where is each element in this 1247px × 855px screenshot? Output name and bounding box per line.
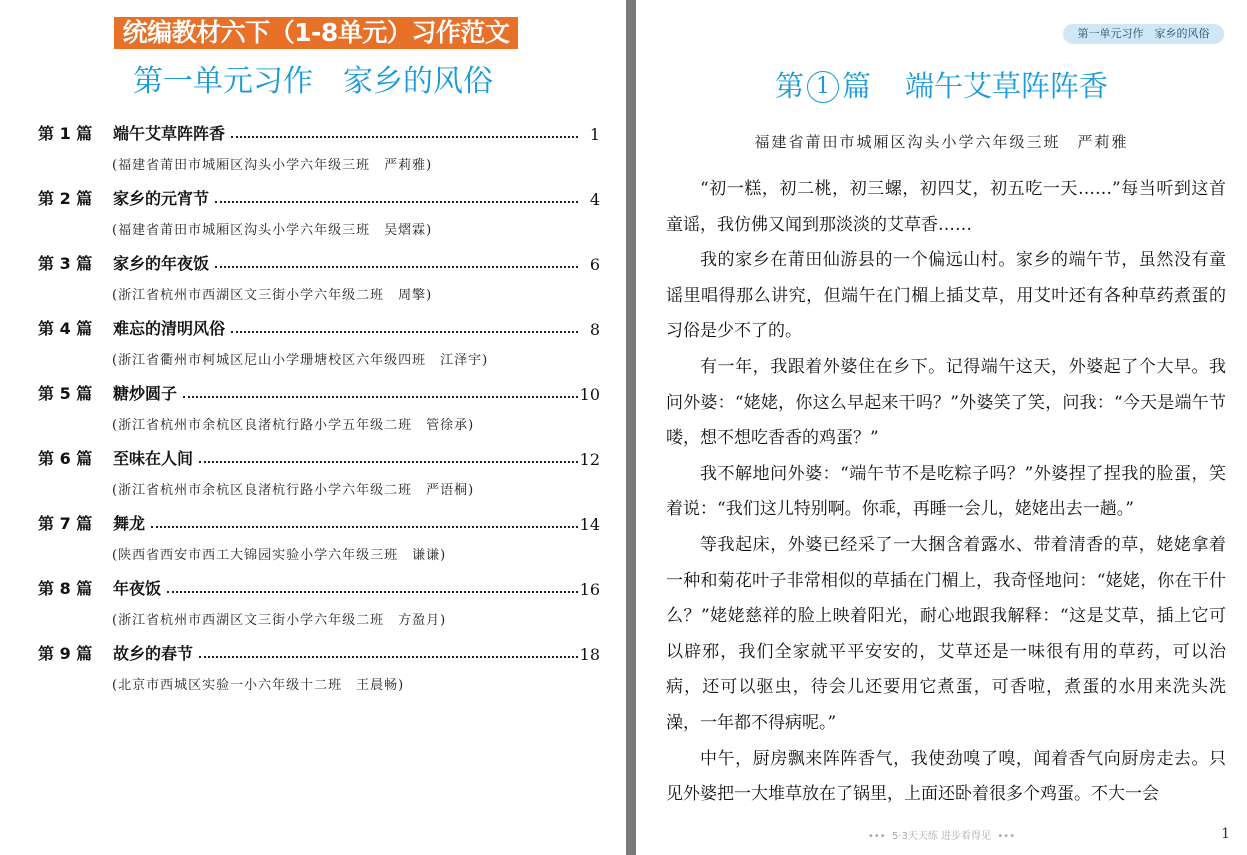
toc-entry-number: 第 6 篇 [38, 449, 93, 468]
toc-entry-number: 第 4 篇 [38, 319, 93, 338]
article-paragraph: 我的家乡在莆田仙游县的一个偏远山村。家乡的端午节，虽然没有童谣里唱得那么讲究，但端午在门楣上插艾草，用艾叶还有各种草药煮蛋的习俗是少不了的。 [666, 250, 1226, 342]
toc-entry-title: 端午艾草阵阵香 [113, 124, 226, 143]
toc-leader-dots [215, 201, 578, 203]
toc-leader-dots [199, 656, 578, 658]
toc-item [38, 571, 600, 636]
toc-entry-line [38, 575, 600, 599]
toc-entry-page: 6 [589, 255, 600, 274]
toc-item [38, 116, 600, 181]
toc-entry-author: (福建省莆田市城厢区沟头小学六年级三班 吴熠霖) [112, 223, 433, 238]
toc-entry-page: 8 [589, 320, 600, 339]
toc-entry-author: (北京市西城区实验一小六年级十二班 王晨畅) [112, 678, 405, 693]
toc-entry-line [38, 120, 600, 144]
toc-item [38, 441, 600, 506]
toc-entry-number: 第 3 篇 [38, 254, 93, 273]
toc-entry-line [38, 510, 600, 534]
page-footer: ••• 5·3天天练 进步看得见 ••• [867, 831, 1016, 842]
toc-entry-number: 第 1 篇 [38, 124, 93, 143]
article-paragraph: “初一糕，初二桃，初三螺，初四艾，初五吃一天……”每当听到这首童谣，我仿佛又闻到那淡淡的艾草香…… [666, 179, 1226, 235]
toc-entry-title: 舞龙 [113, 514, 146, 533]
article-body [666, 172, 1226, 813]
title-text: 端午艾草阵阵香 [905, 69, 1109, 103]
toc-entry-author: (浙江省杭州市余杭区良渚杭行路小学六年级二班 严语桐) [112, 483, 475, 498]
toc-leader-dots [183, 396, 578, 398]
toc-entry-number: 第 9 篇 [38, 644, 93, 663]
book-banner: 统编教材六下（1-8单元）习作范文 [114, 17, 518, 49]
article-title [636, 64, 1247, 108]
toc-entry-title: 家乡的年夜饭 [113, 254, 210, 273]
toc-entry-author: (福建省莆田市城厢区沟头小学六年级三班 严莉雅) [112, 158, 433, 173]
article-paragraph: 等我起床，外婆已经采了一大捆含着露水、带着清香的草，姥姥拿着一种和菊花叶子非常相似的草插在门楣上，我奇怪地问：“姥姥，你在干什么？”姥姥慈祥的脸上映着阳光，耐心地跟我解释：“这是艾草，插上它可以辟邪，我们全家就平平安安的，艾草还是一味很有用的草药，可以治病，还可以驱虫，待会儿还要用它煮蛋，可香啦，煮蛋的水用来洗头洗澡，一年都不得病呢。” [666, 534, 1226, 733]
toc-entry-author: (浙江省衢州市柯城区尼山小学珊塘校区六年级四班 江泽宇) [112, 353, 489, 368]
toc-leader-dots [231, 331, 578, 333]
toc-leader-dots [215, 266, 578, 268]
title-suffix: 篇 [841, 69, 871, 103]
toc-entry-title: 糖炒圆子 [113, 384, 178, 403]
toc-entry-title: 难忘的清明风俗 [113, 319, 226, 338]
toc-entry-number: 第 8 篇 [38, 579, 93, 598]
right-page [636, 0, 1247, 855]
toc-entry-number: 第 2 篇 [38, 189, 93, 208]
toc-entry-page: 10 [579, 385, 600, 404]
toc-entry-page: 1 [589, 125, 600, 144]
toc-entry-line [38, 250, 600, 274]
toc-item [38, 636, 600, 701]
toc-entry-number: 第 5 篇 [38, 384, 93, 403]
toc-leader-dots [231, 136, 578, 138]
toc-entry-author: (浙江省杭州市西湖区文三街小学六年级二班 周擎) [112, 288, 433, 303]
section-tag: 第一单元习作 家乡的风俗 [1063, 24, 1224, 44]
toc-item [38, 246, 600, 311]
toc-entry-title: 家乡的元宵节 [113, 189, 210, 208]
toc-entry-line [38, 445, 600, 469]
toc-item [38, 376, 600, 441]
toc-entry-page: 16 [579, 580, 600, 599]
toc-entry-author: (浙江省杭州市余杭区良渚杭行路小学五年级二班 管徐承) [112, 418, 475, 433]
article-author: 福建省莆田市城厢区沟头小学六年级三班 严莉雅 [754, 133, 1129, 151]
toc-entry-line [38, 185, 600, 209]
toc-leader-dots [151, 526, 578, 528]
article-paragraph: 有一年，我跟着外婆住在乡下。记得端午这天，外婆起了个大早。我问外婆：“姥姥，你这么早起来干吗？”外婆笑了笑，问我：“今天是端午节喽，想不想吃香香的鸡蛋？” [666, 356, 1226, 449]
toc-entry-title: 故乡的春节 [113, 644, 194, 663]
toc-entry-page: 14 [579, 515, 600, 534]
toc-entry-line [38, 640, 600, 664]
toc-leader-dots [199, 461, 578, 463]
toc-entry-title: 至味在人间 [113, 449, 194, 468]
toc-item [38, 311, 600, 376]
article-number-circle: 1 [807, 71, 839, 103]
title-prefix: 第 [774, 69, 804, 103]
toc-entry-line [38, 315, 600, 339]
toc-entry-title: 年夜饭 [113, 579, 162, 598]
unit-title: 第一单元习作 家乡的风俗 [133, 64, 493, 99]
toc-leader-dots [167, 591, 578, 593]
toc-entry-page: 4 [589, 190, 600, 209]
article-paragraph: 中午，厨房飘来阵阵香气，我使劲嗅了嗅，闻着香气向厨房走去。只见外婆把一大堆草放在了锅里，上面还卧着很多个鸡蛋。不大一会 [666, 748, 1226, 805]
toc-item [38, 181, 600, 246]
page-number: 1 [1221, 826, 1230, 842]
table-of-contents [38, 116, 600, 701]
toc-entry-number: 第 7 篇 [38, 514, 93, 533]
article-paragraph: 我不解地问外婆：“端午节不是吃粽子吗？”外婆捏了捏我的脸蛋，笑着说：“我们这儿特别啊。你乖，再睡一会儿，姥姥出去一趟。” [666, 463, 1226, 520]
toc-entry-author: (浙江省杭州市西湖区文三街小学六年级二班 方盈月) [112, 613, 447, 628]
toc-entry-page: 12 [579, 450, 600, 469]
toc-entry-line [38, 380, 600, 404]
toc-item [38, 506, 600, 571]
toc-entry-page: 18 [579, 645, 600, 664]
toc-entry-author: (陕西省西安市西工大锦园实验小学六年级三班 谦谦) [112, 548, 447, 563]
